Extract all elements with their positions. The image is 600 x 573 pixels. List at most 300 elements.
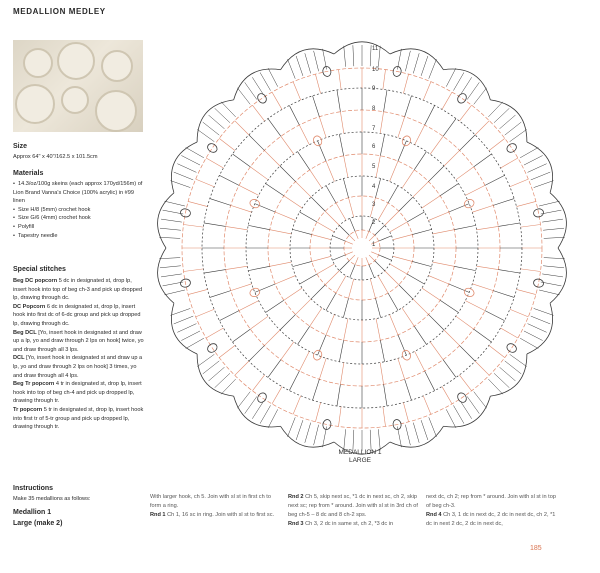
chart-stitch [310,308,322,326]
chart-stitch [517,289,536,294]
chart-stitch [375,225,385,235]
chart-stitch [325,271,339,285]
chart-stitch [449,284,469,292]
chart-stitch [472,205,493,212]
chart-stitch [349,198,354,217]
chart-stitch [371,252,378,255]
chart-stitch [539,201,559,206]
chart-stitch [475,361,489,375]
chart-stitch [500,115,516,129]
chart-stitch [315,74,320,93]
instructions-text: Make 35 medallions as follows: [13,496,91,502]
chart-stitch [196,179,214,187]
chart-stitch [163,210,184,214]
chart-stitch [326,293,336,310]
chart-stitch [349,255,355,261]
chart-stitch [443,119,456,137]
chart-stitch [250,316,268,329]
chart-stitch [298,152,310,170]
chart-stitch [428,166,444,182]
chart-stitch [318,141,326,161]
chart-stitch [353,430,354,451]
chart-stitch [206,328,223,338]
chart-stitch [268,68,278,87]
chart-stitch [542,219,563,222]
chart-stitch [510,354,527,366]
stitch-def: Beg DC popcorn 5 dc in designated st, drop lp, insert hook into top of beg ch-3 and pick up dropped lp, drawing through dc. [13,278,143,302]
chart-stitch [446,68,456,87]
chart-stitch [369,235,375,241]
chart-stitch [474,154,492,167]
chart-stitch [453,405,464,423]
chart-stitch [355,257,358,264]
chart-round-number: 6 [372,144,376,150]
chart-stitch [209,367,225,381]
chart-stitch [430,136,443,154]
chart-stitch [231,284,252,291]
chart-stitch [281,136,294,154]
chart-stitch [399,197,413,211]
chart-stitch [313,96,320,117]
chart-stitch [186,338,204,348]
chart-stitch [248,266,270,270]
chart-stitch [339,134,343,156]
chart-stitch [266,184,284,196]
chart-stitch [219,175,239,185]
chart-stitch [339,340,343,362]
photo-medallion [101,50,133,82]
chart-stitch [524,331,543,341]
chart-stitch [323,49,327,70]
photo-medallion [95,90,137,132]
chart-stitch [472,284,493,291]
chart-stitch [312,235,331,240]
chart-round-number: 10 [372,67,379,73]
chart-stitch [370,279,375,298]
chart-stitch [454,225,476,229]
chart-stitch [219,138,235,150]
chart-stitch [413,182,429,198]
chart-stitch [510,179,528,187]
chart-stitch [388,186,398,203]
chart-stitch [446,409,456,428]
page-number: 185 [530,545,542,552]
chart-stitch [474,88,487,105]
chart-stitch [250,167,268,180]
chart-stitch [390,161,398,181]
chart-stitch [390,222,407,232]
chart-stitch [543,228,564,230]
chart-caption [300,449,420,465]
chart-stitch [444,330,460,346]
chart-stitch [272,92,282,109]
chart-stitch [255,204,275,212]
chart-popcorn [256,391,268,404]
chart-stitch [219,345,235,357]
chart-stitch [380,112,383,134]
chart-stitch [317,264,334,274]
chart-stitch [460,401,471,419]
chart-stitch [275,276,295,284]
chart-stitch [541,282,562,286]
chart-stitch [493,199,514,206]
chart-stitch [300,212,317,222]
chart-stitch [505,361,521,374]
chart-popcorn [456,92,468,105]
instructions-heading: Instructions [13,485,54,492]
chart-stitch [343,178,348,197]
chart-stitch [299,125,309,145]
chart-stitch [405,51,410,71]
chart-stitch [403,74,408,93]
chart-stitch [336,203,346,220]
chart-popcorn [206,142,219,154]
chart-stitch [203,122,219,135]
material-item: • Tapestry needle [13,232,145,241]
special-stitches-list [13,277,145,432]
chart-stitch [260,72,271,90]
chart-stitch [349,279,354,298]
chart-stitch [305,53,311,73]
chart-stitch [421,56,428,76]
chart-scallop [171,142,197,193]
chart-stitch [398,141,406,161]
chart-stitch [379,236,392,241]
chart-stitch [378,276,388,293]
chart-stitch [266,300,284,312]
chart-stitch [366,231,369,238]
chart-stitch [323,427,327,448]
chart-stitch [160,266,181,268]
chart-stitch [390,264,407,274]
chart-stitch [485,175,505,185]
chart-stitch [412,261,431,266]
chart-stitch [233,329,251,342]
chart-stitch [440,184,458,196]
material-item: • Size G/6 (4mm) crochet hook [13,214,145,223]
chart-stitch [393,235,412,240]
chart-stitch [493,291,514,298]
chart-stitch [380,340,384,362]
chart-stitch [345,241,352,244]
chart-stitch [275,212,295,220]
chart-stitch [311,197,325,211]
chart-stitch [413,423,419,443]
chart-stitch [456,167,474,180]
chart-stitch [264,330,280,346]
chart-stitch [413,299,429,315]
chart-stitch [454,266,476,270]
chart-stitch [209,115,225,129]
photo-medallion [61,86,89,114]
chart-stitch [237,88,250,105]
chart-stitch [494,373,509,387]
chart-stitch [422,288,440,300]
chart-stitch [310,170,322,188]
chart-stitch [311,285,325,299]
chart-stitch [226,266,248,269]
chart-stitch [325,211,339,225]
chart-stitch [196,309,214,317]
chart-stitch [474,329,492,342]
size-text: Approx 64" x 40"/162.5 x 101.5cm [13,154,98,160]
chart-stitch [423,82,431,100]
chart-stitch [344,319,348,341]
chart-stitch [280,166,296,182]
chart-stitch [188,289,207,294]
chart-stitch [541,210,562,214]
chart-stitch [174,172,193,180]
chart-stitch [510,129,527,141]
chart-stitch [184,269,204,272]
chart-stitch [501,328,518,338]
chart-stitch [197,129,214,141]
chart-stitch [252,77,263,95]
chart-stitch [405,96,412,117]
chart-stitch [197,354,214,366]
chart-stitch [528,164,547,173]
chart-stitch [474,392,487,409]
chart-stitch [159,258,180,259]
chart-stitch [344,429,346,450]
chart-stitch [237,392,250,409]
chart-stitch [252,105,264,121]
chart-round-number: 9 [372,86,376,92]
chart-stitch [270,230,292,234]
instructions-column-3 [426,493,558,529]
chart-stitch [369,255,375,261]
materials-heading: Materials [13,170,44,177]
chart-popcorn [401,135,412,147]
chart-stitch [544,258,565,259]
chart-stitch [221,102,236,117]
chart-stitch [164,290,184,295]
chart-stitch [467,82,479,99]
chart-stitch [384,90,387,112]
chart-stitch [326,161,334,181]
chart-stitch [398,335,406,355]
chart-stitch [292,261,311,266]
chart-stitch [337,90,340,112]
chart-popcorn [322,419,332,430]
chart-stitch [339,407,342,427]
chart-stitch [407,212,424,222]
chart-stitch [252,375,264,391]
chart-stitch [314,425,319,445]
chart-stitch [398,358,405,379]
chart-stitch [344,156,348,178]
chart-stitch [204,270,226,273]
chart-stitch [375,178,380,197]
chart-stitch [383,70,386,90]
chart-stitch [235,121,249,135]
chart-stitch [402,308,414,326]
chart-stitch [413,53,419,73]
chart-stitch [160,228,181,230]
chart-stitch [407,274,424,284]
chart-stitch [453,72,464,90]
chart-stitch [385,271,399,285]
chart-stitch [456,316,474,329]
chart-stitch [319,358,326,379]
chart-stitch [210,291,231,298]
chart-stitch [280,314,296,330]
chart-stitch [384,384,387,406]
instruction-step: With larger hook, ch 5. Join with sl st in first ch to form a ring. [150,494,271,509]
chart-stitch [378,429,380,450]
chart-stitch [494,108,509,122]
chart-stitch [375,261,385,271]
chart-stitch [343,298,348,317]
chart-popcorn [249,287,261,298]
chart-stitch [442,387,452,404]
chart-stitch [231,205,252,212]
chart-stitch [442,92,452,109]
caption-line-1: MEDALLION 1 [338,449,382,456]
chart-stitch [370,45,371,66]
chart-stitch [528,324,547,333]
chart-stitch [498,270,520,273]
chart-stitch [332,236,345,241]
chart-stitch [383,407,386,427]
chart-stitch [312,256,331,261]
chart-stitch [300,274,317,284]
chart-stitch [272,387,282,404]
chart-stitch [293,82,301,100]
chart-stitch [318,335,326,355]
material-item: • Size H/8 (5mm) crochet hook [13,206,145,215]
chart-stitch [161,274,182,277]
chart-stitch [235,361,249,375]
chart-stitch [429,212,449,220]
chart-stitch [444,150,460,166]
chart-popcorn [312,349,323,361]
stitch-def: Beg Tr popcorn 4 tr in designated st, drop lp, insert hook into top of beg ch-4 and pick up dropped lp, drawing through tr. [13,381,142,405]
chart-stitch [489,345,505,357]
chart-stitch [239,185,259,195]
chart-stitch [249,346,265,362]
chart-stitch [284,196,302,208]
chart-stitch [460,346,476,362]
instruction-step: next dc, ch 2; rep from * around. Join with sl st in top of beg ch-3. [426,494,556,509]
chart-stitch [159,237,180,238]
medallion-heading: Medallion 1 [13,509,52,516]
chart-stitch [171,308,191,315]
chart-stitch [459,375,471,391]
chart-popcorn [505,142,518,154]
chart-stitch [378,203,388,220]
chart-stitch [298,326,310,344]
chart-popcorn [533,278,544,288]
chart-stitch [385,211,399,225]
stitch-def: DCL [Yo, insert hook in designated st and draw up a lp, yo and draw through 2 lps on hook] 3 times, yo and draw through all 4 lps. [13,355,143,379]
chart-stitch [430,342,443,360]
chart-stitch [350,218,355,231]
chart-stitch [340,363,343,385]
chart-stitch [288,417,296,437]
stitch-def: Beg DCL [Yo, insert hook in designated st and draw up a lp, yo and draw through 2 lps on hook] twice, yo and draw through all 3 lps. [13,329,144,353]
chart-stitch [233,154,251,167]
chart-stitch [314,51,319,71]
material-item: • 14.3/oz/100g skeins (each approx 170yd/156m) of Lion Brand Vanna's Choice (100% acrylic) in #99 linen [13,180,145,206]
chart-stitch [414,326,426,344]
chart-stitch [475,121,489,135]
chart-scallop [527,303,553,354]
chart-stitch [402,170,414,188]
chart-stitch [174,316,193,324]
materials-list [13,180,145,240]
chart-stitch [326,186,336,203]
chart-stitch [460,77,471,95]
chart-stitch [248,225,270,229]
chart-stitch [488,379,503,394]
chart-stitch [433,230,455,234]
chart-stitch [488,102,503,117]
chart-stitch [489,138,505,150]
chart-stitch [326,315,334,335]
chart-round-number: 4 [372,184,376,190]
chart-stitch [498,223,520,226]
chart-stitch [288,59,296,79]
chart-stitch [403,403,408,422]
chart-stitch [252,401,263,419]
chart-stitch [388,293,398,310]
chart-stitch [284,288,302,300]
instruction-step: Rnd 2 Ch 5, skip next sc, *1 dc in next sc, ch 2, skip next sc; rep from * around. Join with sl st in 3rd ch of beg ch-5 – 8 dc and 8 ch-2 sps. [288,494,418,518]
chart-stitch [465,185,485,195]
chart-stitch [542,274,563,277]
chart-stitch [443,360,456,378]
chart-stitch [163,282,184,286]
chart-stitch [399,285,413,299]
chart-stitch [255,284,275,292]
instruction-step: Rnd 1 Ch 1, 16 sc in ring. Join with sl st to first sc. [150,512,275,518]
size-heading: Size [13,143,28,150]
chart-stitch [369,265,374,278]
special-stitches-heading: Special stitches [13,266,66,273]
chart-stitch [370,430,371,451]
chart-stitch [459,105,471,121]
chart-stitch [485,311,505,321]
chart-stitch [505,122,521,135]
chart-stitch [206,158,223,168]
chart-stitch [289,105,299,125]
chart-stitch [366,257,369,264]
chart-stitch [429,59,437,79]
chart-stitch [181,331,200,341]
chart-stitch [296,420,303,440]
chart-stitch [245,82,257,99]
chart-stitch [221,379,236,394]
chart-stitch [281,342,294,360]
chart-stitch [296,56,303,76]
chart-stitch [188,201,207,206]
chart-stitch [393,256,412,261]
chart-stitch [501,158,518,168]
chart-stitch [520,147,538,157]
chart-stitch [210,199,231,206]
chart-stitch [315,403,320,422]
chart-stitch [379,255,392,260]
chart-stitch [460,135,476,151]
chart-stitch [260,405,271,423]
chart-stitch [412,229,431,234]
photo-medallion [15,84,55,124]
chart-round-number: 5 [372,164,376,170]
chart-stitch [292,229,311,234]
chart-stitch [433,262,455,266]
chart-stitch [415,351,425,371]
